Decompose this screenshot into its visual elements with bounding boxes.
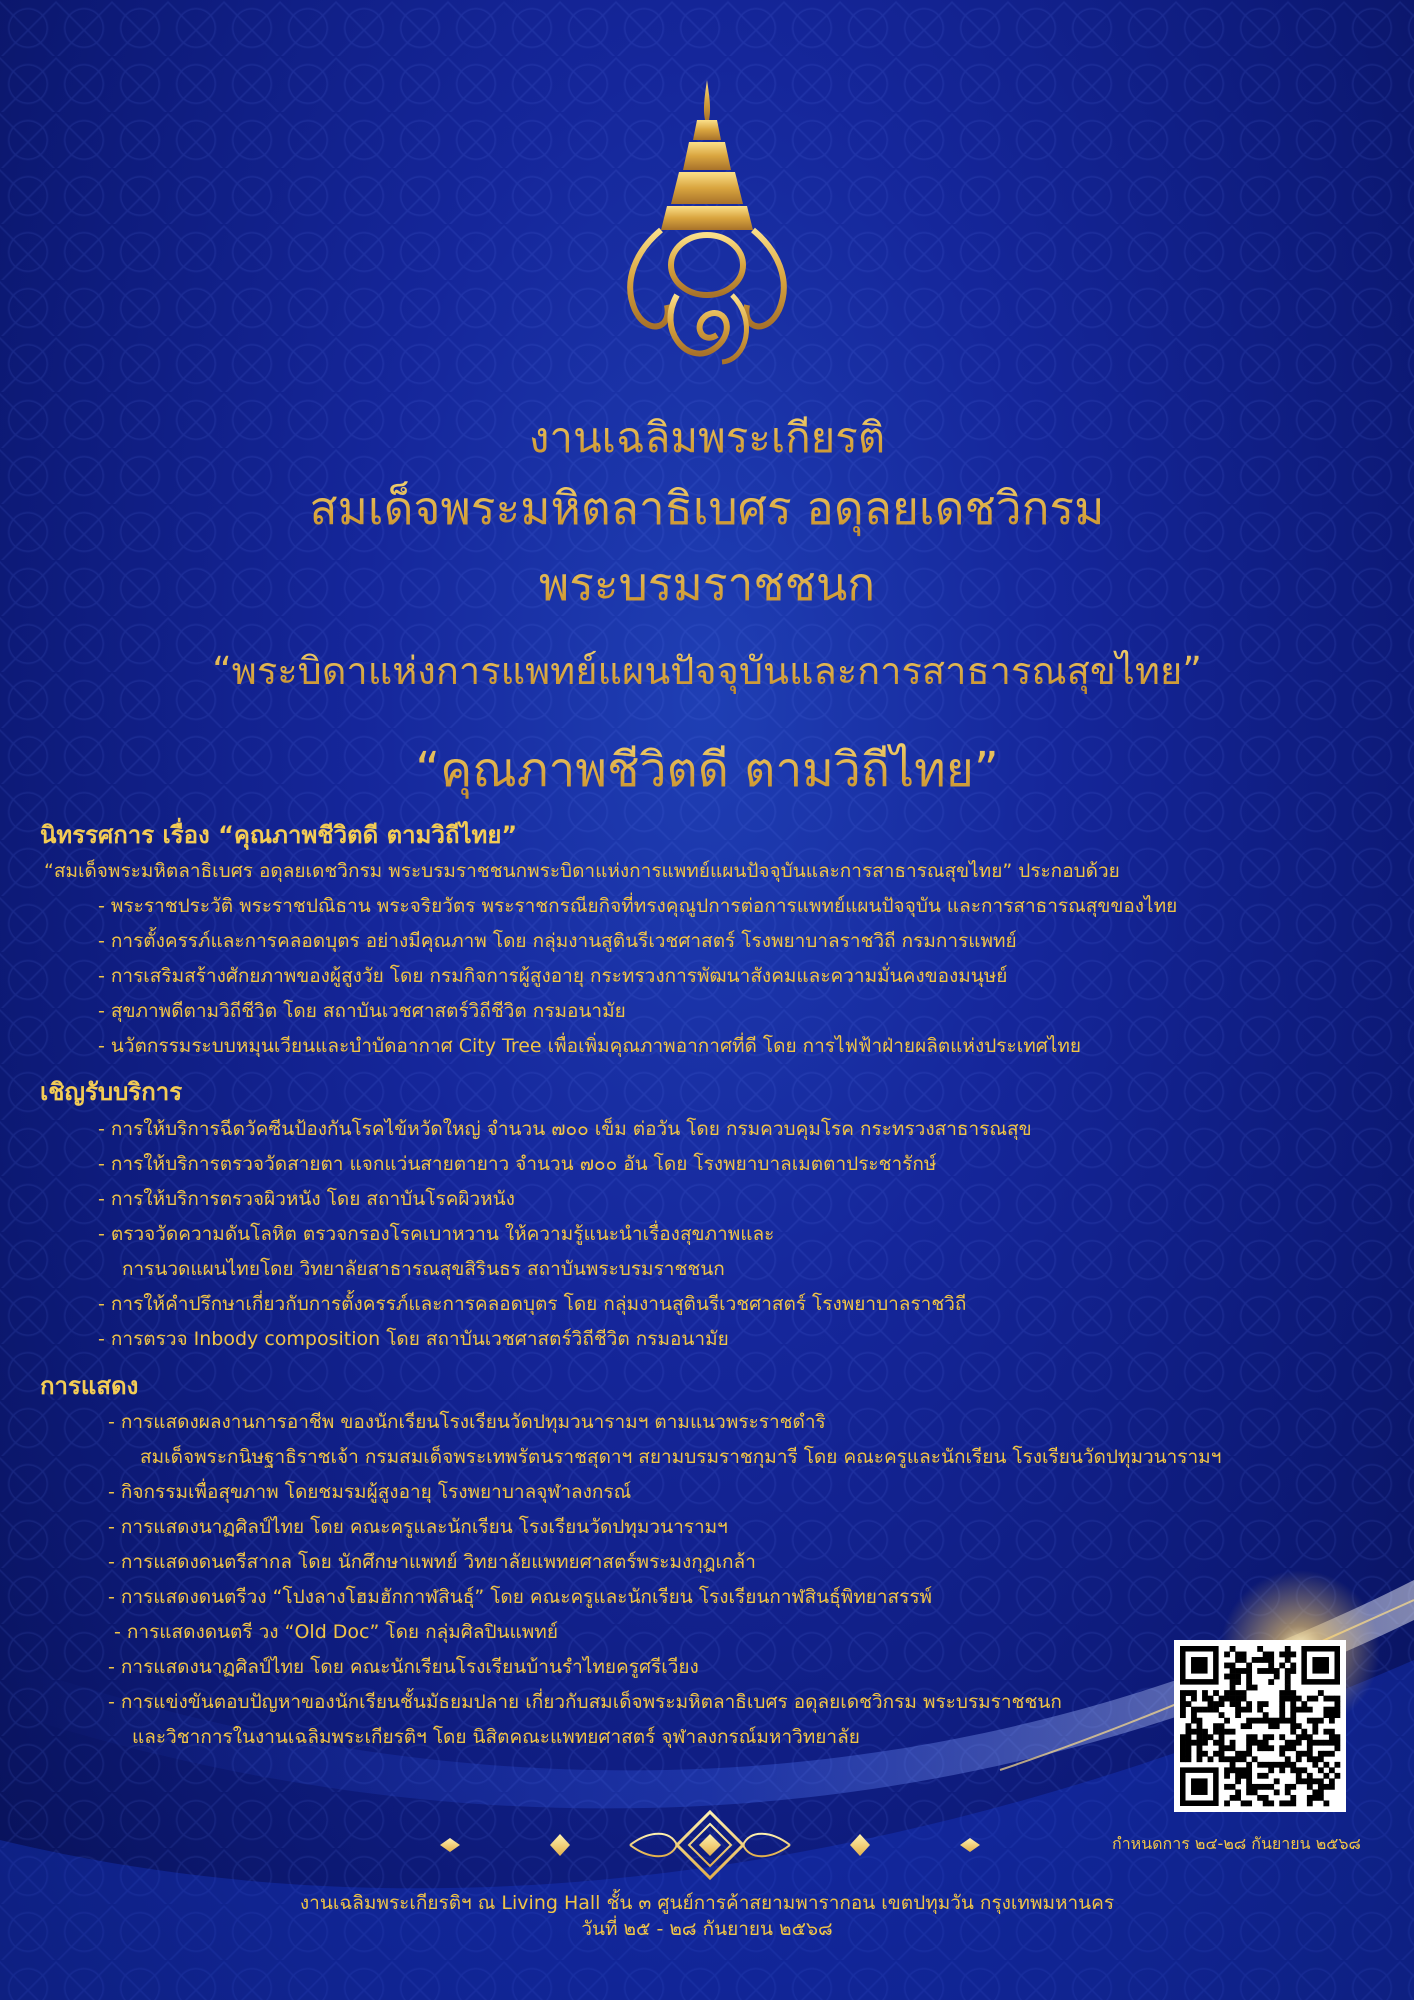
list-item: - การแสดงดนตรี วง “Old Doc” โดย กลุ่มศิลปินแพทย์ bbox=[114, 1621, 558, 1643]
header-line-1: งานเฉลิมพระเกียรติ bbox=[0, 405, 1414, 471]
list-item: - การแข่งขันตอบปัญหาของนักเรียนชั้นมัธยมปลาย เกี่ยวกับสมเด็จพระมหิตลาธิเบศร อดุลยเดชวิกรม พระบรมราชชนก bbox=[108, 1691, 1062, 1713]
list-item: - การแสดงผลงานการอาชีพ ของนักเรียนโรงเรียนวัดปทุมวนารามฯ ตามแนวพระราชดำริ bbox=[108, 1411, 826, 1433]
list-item: - การตั้งครรภ์และการคลอดบุตร อย่างมีคุณภาพ โดย กลุ่มงานสูตินรีเวชศาสตร์ โรงพยาบาลราชวิถี กรมการแพทย์ bbox=[98, 930, 1017, 952]
theme-title: “คุณภาพชีวิตดี ตามวิถีไทย” bbox=[0, 732, 1414, 808]
venue-text: งานเฉลิมพระเกียรติฯ ณ Living Hall ชั้น ๓ ศูนย์การค้าสยามพารากอน เขตปทุมวัน กรุงเทพมหานคร bbox=[299, 1892, 1115, 1914]
list-item: - การให้บริการฉีดวัคซีนป้องกันโรคไข้หวัดใหญ่ จำนวน ๗๐๐ เข็ม ต่อวัน โดย กรมควบคุมโรค กระทรวงสาธารณสุข bbox=[98, 1118, 1032, 1140]
list-item: - การแสดงนาฏศิลป์ไทย โดย คณะนักเรียนโรงเรียนบ้านรำไทยครูศรีเวียง bbox=[108, 1656, 699, 1678]
royal-emblem-icon bbox=[617, 80, 797, 370]
event-dates: วันที่ ๒๕ - ๒๘ กันยายน ๒๕๖๘ bbox=[581, 1918, 833, 1940]
services-heading: เชิญรับบริการ bbox=[40, 1078, 183, 1106]
qr-code[interactable] bbox=[1174, 1640, 1346, 1812]
list-item: - กิจกรรมเพื่อสุขภาพ โดยชมรมผู้สูงอายุ โรงพยาบาลจุฬาลงกรณ์ bbox=[108, 1481, 632, 1503]
list-item: - การแสดงดนตรีวง “โปงลางโฮมฮักกาฬสินธุ์” โดย คณะครูและนักเรียน โรงเรียนกาฬสินธุ์พิทยาสรรพ์ bbox=[108, 1586, 933, 1608]
ornament-divider-icon bbox=[430, 1810, 990, 1880]
qr-code-icon bbox=[1174, 1640, 1346, 1812]
exhibition-intro: “สมเด็จพระมหิตลาธิเบศร อดุลยเดชวิกรม พระบรมราชชนกพระบิดาแห่งการแพทย์แผนปัจจุบันและการสาธารณสุขไทย” ประกอบด้วย bbox=[44, 860, 1120, 882]
list-item: - ตรวจวัดความดันโลหิต ตรวจกรองโรคเบาหวาน ให้ความรู้แนะนำเรื่องสุขภาพและ bbox=[98, 1223, 775, 1245]
list-item: - การให้บริการตรวจผิวหนัง โดย สถาบันโรคผิวหนัง bbox=[98, 1188, 515, 1210]
list-item: - การให้คำปรึกษาเกี่ยวกับการตั้งครรภ์และการคลอดบุตร โดย กลุ่มงานสูตินรีเวชศาสตร์ โรงพยาบาลราชวิถี bbox=[98, 1293, 967, 1315]
list-item: - การแสดงนาฏศิลป์ไทย โดย คณะครูและนักเรียน โรงเรียนวัดปทุมวนารามฯ bbox=[108, 1516, 728, 1538]
list-item: - การเสริมสร้างศักยภาพของผู้สูงวัย โดย กรมกิจการผู้สูงอายุ กระทรวงการพัฒนาสังคมและความมั่นคงของมนุษย์ bbox=[98, 965, 1008, 987]
list-item: - นวัตกรรมระบบหมุนเวียนและบำบัดอากาศ City Tree เพื่อเพิ่มคุณภาพอากาศที่ดี โดย การไฟฟ้าฝ่ายผลิตแห่งประเทศไทย bbox=[98, 1035, 1081, 1057]
list-item: - พระราชประวัติ พระราชปณิธาน พระจริยวัตร พระราชกรณียกิจที่ทรงคุณูปการต่อการแพทย์แผนปัจจุบัน และการสาธารณสุขของไทย bbox=[98, 895, 1178, 917]
header-subtitle: “พระบิดาแห่งการแพทย์แผนปัจจุบันและการสาธารณสุขไทย” bbox=[0, 640, 1414, 701]
list-item: - การแสดงดนตรีสากล โดย นักศึกษาแพทย์ วิทยาลัยแพทยศาสตร์พระมงกุฎเกล้า bbox=[108, 1551, 756, 1573]
list-item-continuation: และวิชาการในงานเฉลิมพระเกียรติฯ โดย นิสิตคณะแพทยศาสตร์ จุฬาลงกรณ์มหาวิทยาลัย bbox=[132, 1726, 860, 1748]
list-item: - สุขภาพดีตามวิถีชีวิต โดย สถาบันเวชศาสตร์วิถีชีวิต กรมอนามัย bbox=[98, 1000, 626, 1022]
performances-heading: การแสดง bbox=[40, 1372, 139, 1400]
list-item-continuation: สมเด็จพระกนิษฐาธิราชเจ้า กรมสมเด็จพระเทพรัตนราชสุดาฯ สยามบรมราชกุมารี โดย คณะครูและนักเรียน โรงเรียนวัดปทุมวนารามฯ bbox=[140, 1446, 1222, 1468]
list-item-continuation: การนวดแผนไทยโดย วิทยาลัยสาธารณสุขสิรินธร สถาบันพระบรมราชชนก bbox=[122, 1258, 725, 1280]
list-item: - การให้บริการตรวจวัดสายตา แจกแว่นสายตายาว จำนวน ๗๐๐ อัน โดย โรงพยาบาลเมตตาประชารักษ์ bbox=[98, 1153, 937, 1175]
exhibition-heading: นิทรรศการ เรื่อง “คุณภาพชีวิตดี ตามวิถีไทย” bbox=[40, 821, 518, 849]
list-item: - การตรวจ Inbody composition โดย สถาบันเวชศาสตร์วิถีชีวิต กรมอนามัย bbox=[98, 1328, 729, 1350]
schedule-date: กำหนดการ ๒๔-๒๘ กันยายน ๒๕๖๘ bbox=[1112, 1834, 1361, 1853]
header-line-3: พระบรมราชชนก bbox=[0, 548, 1414, 621]
header-line-2: สมเด็จพระมหิตลาธิเบศร อดุลยเดชวิกรม bbox=[0, 472, 1414, 545]
